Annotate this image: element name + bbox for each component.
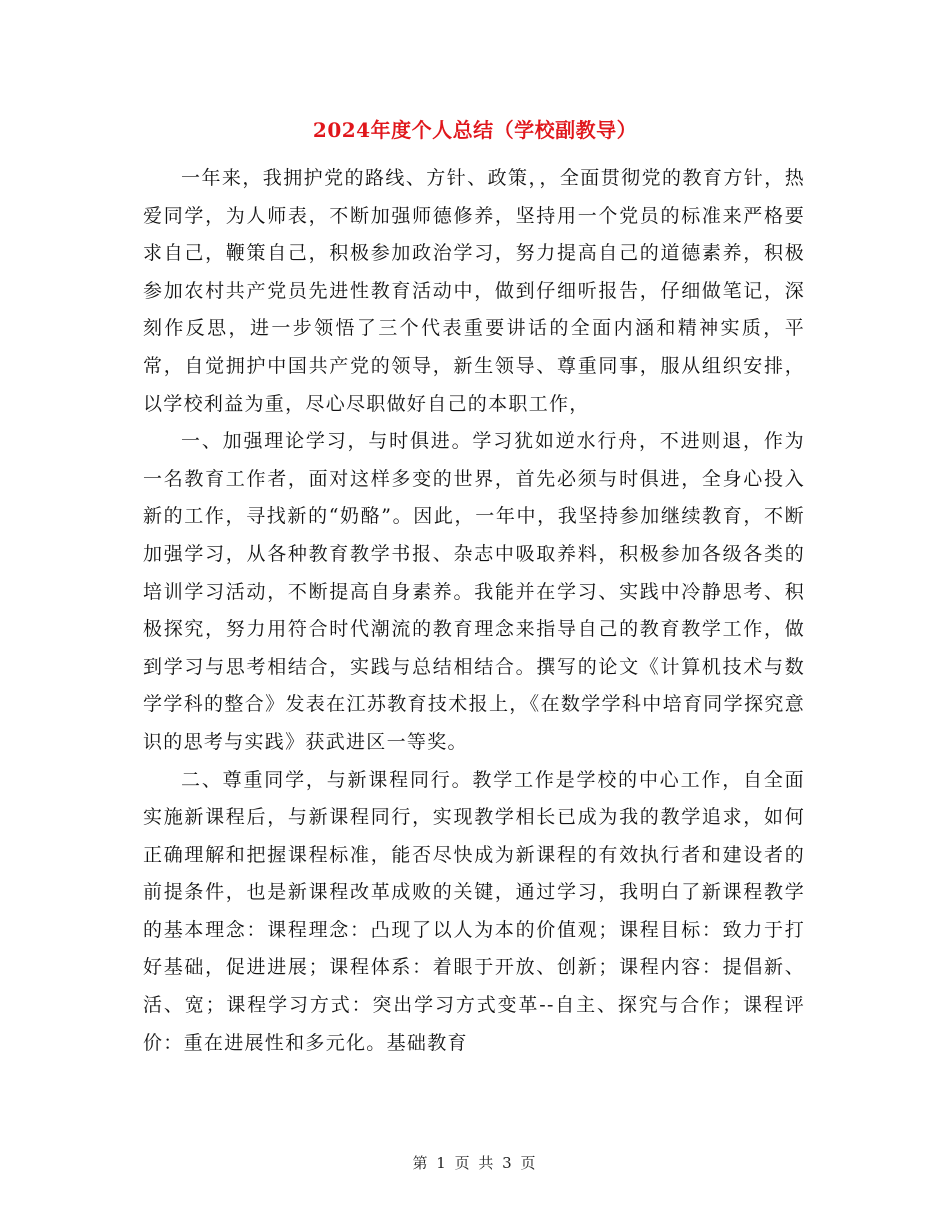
paragraph-intro: 一年来，我拥护党的路线、方针、政策，，全面贯彻党的教育方针，热爱同学，为人师表，不断加强师德修养，坚持用一个党员的标准来严格要求自己，鞭策自己，积极参加政治学习，努力提高自己的道德素养，积极参加农村共产党员先进性教育活动中，做到仔细听报告，仔细做笔记，深刻作反思，进一步领悟了三个代表重要讲话的全面内涵和精神实质，平常，自觉拥护中国共产党的领导，新生领导、尊重同事，服从组织安排，以学校利益为重，尽心尽职做好自己的本职工作，	[143, 167, 805, 415]
paragraph-theory-study: 一、加强理论学习，与时俱进。学习犹如逆水行舟，不进则退，作为一名教育工作者，面对这样多变的世界，首先必须与时俱进，全身心投入新的工作，寻找新的“奶酪”。因此，一年中，我坚持参加继续教育，不断加强学习，从各种教育教学书报、杂志中吸取养料，积极参加各级各类的培训学习活动，不断提高自身素养。我能并在学习、实践中冷静思考、积极探究，努力用符合时代潮流的教育理念来指导自己的教育教学工作，做到学习与思考相结合，实践与总结相结合。撰写的论文《计算机技术与数学学科的整合》发表在江苏教育技术报上，《在数学学科中培育同学探究意识的思考与实践》获武进区一等奖。	[143, 430, 805, 753]
paragraph-new-curriculum: 二、尊重同学，与新课程同行。教学工作是学校的中心工作，自全面实施新课程后，与新课程同行，实现教学相长已成为我的教学追求，如何正确理解和把握课程标准，能否尽快成为新课程的有效执行者和建设者的前提条件，也是新课程改革成败的关键，通过学习，我明白了新课程教学的基本理念：课程理念：凸现了以人为本的价值观；课程目标：致力于打好基础，促进进展；课程体系：着眼于开放、创新；课程内容：提倡新、活、宽；课程学习方式：突出学习方式变革--自主、探究与合作；课程评价：重在进展性和多元化。基础教育	[143, 768, 805, 1054]
page-number-footer: 第 1 页 共 3 页	[412, 1154, 538, 1172]
document-body	[143, 160, 805, 1062]
document-title: 2024年度个人总结（学校副教导）	[312, 118, 638, 142]
